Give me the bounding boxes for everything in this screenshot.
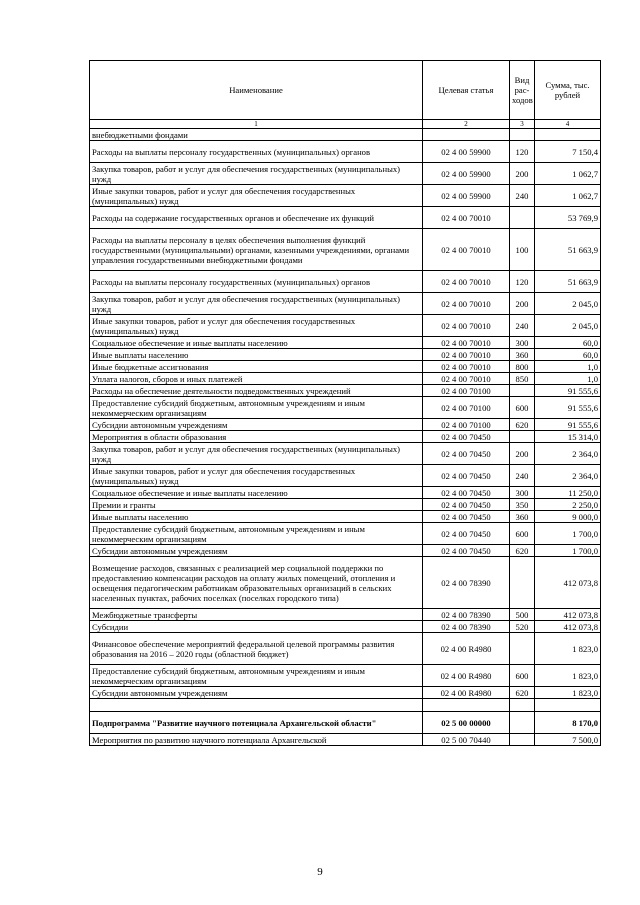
table-header-row <box>90 61 601 120</box>
row-name: Иные закупки товаров, работ и услуг для обеспечения государственных (муниципальных) нужд <box>90 185 423 207</box>
row-name: Предоставление субсидий бюджетным, автономным учреждениям и иным некоммерческим организациям <box>90 523 423 545</box>
row-amount: 8 170,0 <box>535 712 601 734</box>
row-name: Иные закупки товаров, работ и услуг для обеспечения государственных (муниципальных) нужд <box>90 315 423 337</box>
row-expense-type: 120 <box>510 271 535 293</box>
table-row <box>90 419 601 431</box>
row-expense-type: 350 <box>510 499 535 511</box>
row-name: Закупка товаров, работ и услуг для обеспечения государственных (муниципальных) нужд <box>90 443 423 465</box>
row-expense-type: 240 <box>510 465 535 487</box>
table-row <box>90 545 601 557</box>
table-row <box>90 523 601 545</box>
row-expense-type <box>510 557 535 609</box>
table-row-blank <box>90 699 601 712</box>
row-name: Подпрограмма "Развитие научного потенциала Архангельской области" <box>90 712 423 734</box>
row-amount: 53 769,9 <box>535 207 601 229</box>
header-target-article: Целевая статья <box>423 61 510 120</box>
row-expense-type: 800 <box>510 361 535 373</box>
row-expense-type: 100 <box>510 229 535 271</box>
row-name: Закупка товаров, работ и услуг для обеспечения государственных (муниципальных) нужд <box>90 293 423 315</box>
table-row <box>90 315 601 337</box>
row-target-article: 02 4 00 70100 <box>423 419 510 431</box>
row-name: Расходы на выплаты персоналу в целях обеспечения выполнения функций государственными (муниципальными) органами, казенными учреждениями, органами управления государственными внебюджетными фондами <box>90 229 423 271</box>
row-amount: 2 045,0 <box>535 315 601 337</box>
header-name: Наименование <box>90 61 423 120</box>
table-row <box>90 557 601 609</box>
row-target-article: 02 4 00 70450 <box>423 545 510 557</box>
row-amount: 11 250,0 <box>535 487 601 499</box>
row-amount: 2 364,0 <box>535 465 601 487</box>
row-amount: 7 500,0 <box>535 734 601 746</box>
row-expense-type: 600 <box>510 397 535 419</box>
table-row <box>90 141 601 163</box>
table-row <box>90 397 601 419</box>
row-target-article: 02 4 00 70010 <box>423 349 510 361</box>
row-name: Предоставление субсидий бюджетным, автономным учреждениям и иным некоммерческим организациям <box>90 397 423 419</box>
row-amount: 1 700,0 <box>535 523 601 545</box>
row-expense-type <box>510 129 535 141</box>
row-target-article: 02 4 00 R4980 <box>423 633 510 665</box>
row-name: Предоставление субсидий бюджетным, автономным учреждениям и иным некоммерческим организациям <box>90 665 423 687</box>
row-expense-type <box>510 712 535 734</box>
row-amount: 1 823,0 <box>535 633 601 665</box>
row-name: Расходы на обеспечение деятельности подведомственных учреждений <box>90 385 423 397</box>
row-name: Субсидии автономным учреждениям <box>90 545 423 557</box>
row-name: Субсидии автономным учреждениям <box>90 687 423 699</box>
row-target-article: 02 5 00 70440 <box>423 734 510 746</box>
row-name: Субсидии автономным учреждениям <box>90 419 423 431</box>
row-amount: 51 663,9 <box>535 271 601 293</box>
row-name: Иные выплаты населению <box>90 349 423 361</box>
row-name: Субсидии <box>90 621 423 633</box>
row-target-article: 02 4 00 70450 <box>423 511 510 523</box>
table-row <box>90 129 601 141</box>
row-amount: 2 045,0 <box>535 293 601 315</box>
row-expense-type: 620 <box>510 545 535 557</box>
row-name: Уплата налогов, сборов и иных платежей <box>90 373 423 385</box>
row-name: внебюджетными фондами <box>90 129 423 141</box>
row-expense-type: 500 <box>510 609 535 621</box>
row-expense-type: 200 <box>510 443 535 465</box>
column-number: 2 <box>423 120 510 129</box>
budget-table <box>89 60 601 746</box>
row-expense-type: 200 <box>510 163 535 185</box>
row-target-article: 02 4 00 70010 <box>423 271 510 293</box>
table-row <box>90 385 601 397</box>
row-amount: 1 700,0 <box>535 545 601 557</box>
row-amount: 2 364,0 <box>535 443 601 465</box>
table-row <box>90 621 601 633</box>
row-expense-type: 620 <box>510 419 535 431</box>
row-target-article: 02 4 00 70010 <box>423 293 510 315</box>
row-amount: 91 555,6 <box>535 385 601 397</box>
row-expense-type <box>510 633 535 665</box>
row-amount: 60,0 <box>535 349 601 361</box>
row-target-article: 02 4 00 70010 <box>423 229 510 271</box>
row-name: Иные закупки товаров, работ и услуг для обеспечения государственных (муниципальных) нужд <box>90 465 423 487</box>
row-expense-type: 620 <box>510 687 535 699</box>
row-target-article: 02 4 00 70450 <box>423 523 510 545</box>
row-target-article: 02 4 00 R4980 <box>423 665 510 687</box>
row-amount: 412 073,8 <box>535 621 601 633</box>
row-amount <box>535 129 601 141</box>
row-amount: 412 073,8 <box>535 557 601 609</box>
row-name: Межбюджетные трансферты <box>90 609 423 621</box>
row-name: Иные бюджетные ассигнования <box>90 361 423 373</box>
row-expense-type: 240 <box>510 185 535 207</box>
row-expense-type: 200 <box>510 293 535 315</box>
row-expense-type <box>510 385 535 397</box>
row-amount: 9 000,0 <box>535 511 601 523</box>
row-name: Закупка товаров, работ и услуг для обеспечения государственных (муниципальных) нужд <box>90 163 423 185</box>
row-amount: 51 663,9 <box>535 229 601 271</box>
row-target-article: 02 4 00 70010 <box>423 315 510 337</box>
table-row <box>90 229 601 271</box>
table-row <box>90 665 601 687</box>
column-number-row <box>90 120 601 129</box>
row-target-article: 02 5 00 00000 <box>423 712 510 734</box>
row-amount: 1,0 <box>535 361 601 373</box>
row-amount: 60,0 <box>535 337 601 349</box>
table-row <box>90 349 601 361</box>
row-name: Иные выплаты населению <box>90 511 423 523</box>
row-target-article: 02 4 00 70010 <box>423 207 510 229</box>
row-name: Социальное обеспечение и иные выплаты населению <box>90 337 423 349</box>
row-amount: 1 062,7 <box>535 163 601 185</box>
table-row <box>90 687 601 699</box>
row-expense-type: 600 <box>510 665 535 687</box>
column-number: 1 <box>90 120 423 129</box>
row-target-article: 02 4 00 70010 <box>423 337 510 349</box>
row-target-article: 02 4 00 70010 <box>423 361 510 373</box>
row-expense-type: 360 <box>510 511 535 523</box>
table-row <box>90 465 601 487</box>
row-expense-type: 300 <box>510 487 535 499</box>
row-target-article: 02 4 00 78390 <box>423 609 510 621</box>
row-amount: 91 555,6 <box>535 397 601 419</box>
column-number: 4 <box>535 120 601 129</box>
row-amount: 2 250,0 <box>535 499 601 511</box>
row-target-article: 02 4 00 70450 <box>423 465 510 487</box>
row-target-article: 02 4 00 78390 <box>423 557 510 609</box>
row-name: Возмещение расходов, связанных с реализацией мер социальной поддержки по предоставлению компенсации расходов на оплату жилых помещений, отопления и освещения педагогическим работникам образовательных организаций в сельских населенных пунктах, рабочих поселках (поселках городского типа) <box>90 557 423 609</box>
table-row <box>90 337 601 349</box>
row-amount: 1,0 <box>535 373 601 385</box>
header-sum: Сумма, тыс. рублей <box>535 61 601 120</box>
row-name: Расходы на выплаты персоналу государственных (муниципальных) органов <box>90 141 423 163</box>
header-expense-type: Вид рас-ходов <box>510 61 535 120</box>
row-name: Премии и гранты <box>90 499 423 511</box>
row-expense-type: 600 <box>510 523 535 545</box>
row-target-article: 02 4 00 70450 <box>423 431 510 443</box>
row-amount: 412 073,8 <box>535 609 601 621</box>
row-amount: 7 150,4 <box>535 141 601 163</box>
row-amount: 91 555,6 <box>535 419 601 431</box>
row-target-article: 02 4 00 70450 <box>423 499 510 511</box>
table-row <box>90 207 601 229</box>
table-row <box>90 443 601 465</box>
row-target-article: 02 4 00 R4980 <box>423 687 510 699</box>
row-target-article: 02 4 00 59900 <box>423 185 510 207</box>
row-expense-type <box>510 734 535 746</box>
table-row <box>90 271 601 293</box>
row-expense-type: 240 <box>510 315 535 337</box>
table-row <box>90 499 601 511</box>
row-target-article: 02 4 00 70450 <box>423 443 510 465</box>
row-target-article <box>423 129 510 141</box>
row-target-article: 02 4 00 70010 <box>423 373 510 385</box>
row-name <box>90 699 423 712</box>
subprogram-row <box>90 712 601 734</box>
table-row <box>90 487 601 499</box>
row-amount: 1 823,0 <box>535 687 601 699</box>
table-row <box>90 361 601 373</box>
row-target-article: 02 4 00 70100 <box>423 385 510 397</box>
row-target-article: 02 4 00 59900 <box>423 163 510 185</box>
table-row <box>90 633 601 665</box>
page-number: 9 <box>317 866 323 878</box>
row-name: Финансовое обеспечение мероприятий федеральной целевой программы развития образования на 2016 – 2020 годы (областной бюджет) <box>90 633 423 665</box>
row-target-article: 02 4 00 70100 <box>423 397 510 419</box>
row-amount: 1 823,0 <box>535 665 601 687</box>
table-row <box>90 185 601 207</box>
row-amount: 15 314,0 <box>535 431 601 443</box>
row-expense-type <box>510 699 535 712</box>
table-row <box>90 734 601 746</box>
column-number: 3 <box>510 120 535 129</box>
row-expense-type: 360 <box>510 349 535 361</box>
row-amount: 1 062,7 <box>535 185 601 207</box>
table-row <box>90 511 601 523</box>
row-expense-type: 850 <box>510 373 535 385</box>
row-target-article <box>423 699 510 712</box>
row-name: Расходы на выплаты персоналу государственных (муниципальных) органов <box>90 271 423 293</box>
row-expense-type <box>510 431 535 443</box>
table-row <box>90 431 601 443</box>
row-name: Мероприятия по развитию научного потенциала Архангельской <box>90 734 423 746</box>
row-name: Расходы на содержание государственных органов и обеспечение их функций <box>90 207 423 229</box>
row-target-article: 02 4 00 59900 <box>423 141 510 163</box>
table-row <box>90 609 601 621</box>
row-expense-type: 520 <box>510 621 535 633</box>
row-expense-type: 120 <box>510 141 535 163</box>
row-name: Социальное обеспечение и иные выплаты населению <box>90 487 423 499</box>
table-row <box>90 163 601 185</box>
table-row <box>90 373 601 385</box>
row-target-article: 02 4 00 78390 <box>423 621 510 633</box>
table-row <box>90 293 601 315</box>
row-expense-type: 300 <box>510 337 535 349</box>
row-amount <box>535 699 601 712</box>
row-expense-type <box>510 207 535 229</box>
row-name: Мероприятия в области образования <box>90 431 423 443</box>
row-target-article: 02 4 00 70450 <box>423 487 510 499</box>
